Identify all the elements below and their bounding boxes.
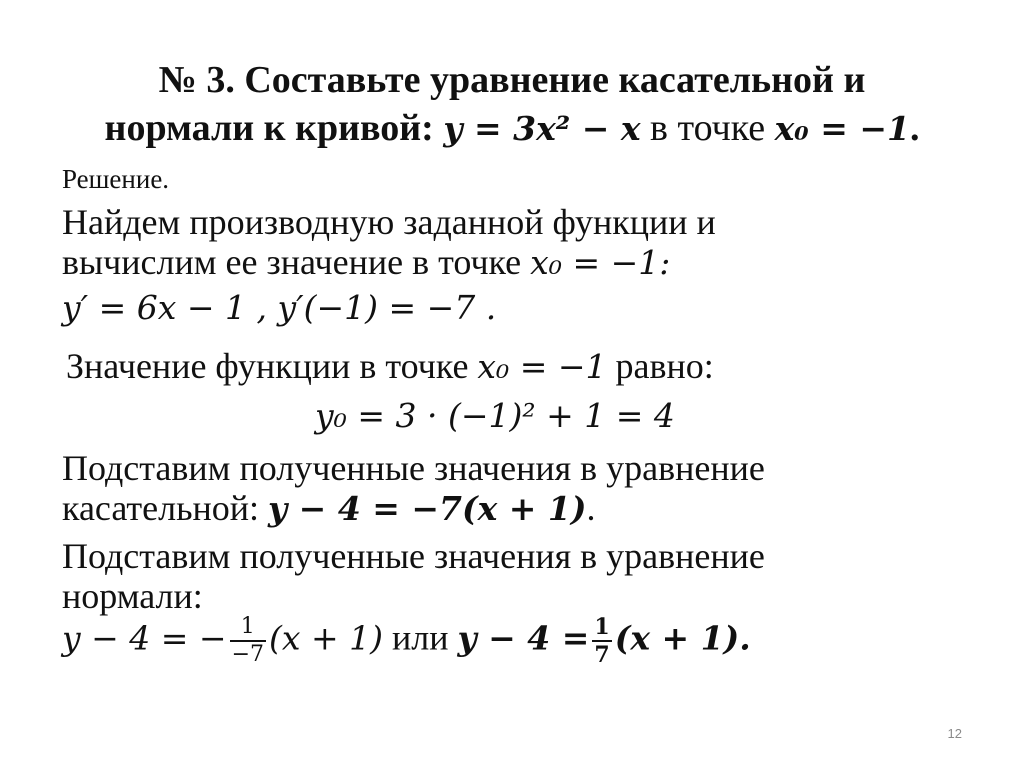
derivative-point: x₀ = −1:	[530, 243, 671, 282]
slide-title-line-2	[0, 106, 1024, 151]
title-point-value: x₀ = −1	[774, 109, 910, 148]
normal-equation-middle: (x + 1)	[269, 618, 383, 658]
normal-fraction-2-denominator: 7	[594, 642, 610, 668]
normal-fraction-2-numerator: 1	[594, 614, 610, 640]
title-point-word: в точке	[650, 107, 766, 149]
normal-fraction-1-numerator: 1	[230, 614, 266, 642]
tangent-period: .	[586, 488, 596, 528]
derivative-formula: y′ = 6x − 1 , y′(−1) = −7 .	[62, 288, 497, 327]
normal-equation-line	[62, 614, 751, 668]
normal-fraction-2	[592, 614, 611, 668]
function-value-end: равно:	[615, 346, 714, 386]
title-curve-intro: нормали к кривой:	[104, 107, 434, 149]
normal-fraction-1-denominator: −7	[231, 642, 264, 667]
normal-equation-lhs: y − 4 = −	[62, 618, 227, 658]
y0-formula: y₀ = 3 · (−1)² + 1 = 4	[315, 396, 675, 435]
tangent-label: касательной:	[62, 488, 260, 528]
solution-label: Решение.	[62, 164, 170, 194]
derivative-intro-text: вычислим ее значение в точке	[62, 242, 522, 282]
function-value-point: x₀ = −1	[477, 347, 607, 386]
normal-intro-line-1: Подставим полученные значения в уравнение	[62, 536, 765, 576]
function-value-line	[66, 346, 714, 387]
tangent-intro-line-1: Подставим полученные значения в уравнение	[62, 448, 765, 488]
slide-title-line-1: № 3. Составьте уравнение касательной и	[158, 59, 866, 101]
page-number: 12	[947, 726, 962, 741]
normal-equation-lhs-bold: y − 4 =	[457, 618, 590, 658]
normal-label: нормали:	[62, 576, 203, 616]
tangent-line-2	[62, 488, 596, 529]
title-curve-equation: y = 3x² − x	[443, 109, 641, 148]
derivative-intro-line-2	[62, 242, 670, 283]
normal-fraction-1	[230, 614, 266, 668]
tangent-equation: y − 4 = −7(x + 1)	[268, 489, 587, 528]
normal-equation-end: (x + 1).	[614, 618, 751, 658]
title-period: .	[909, 107, 920, 149]
derivative-intro-line-1: Найдем производную заданной функции и	[62, 202, 716, 242]
function-value-text: Значение функции в точке	[66, 346, 469, 386]
normal-or-word: или	[392, 617, 449, 658]
